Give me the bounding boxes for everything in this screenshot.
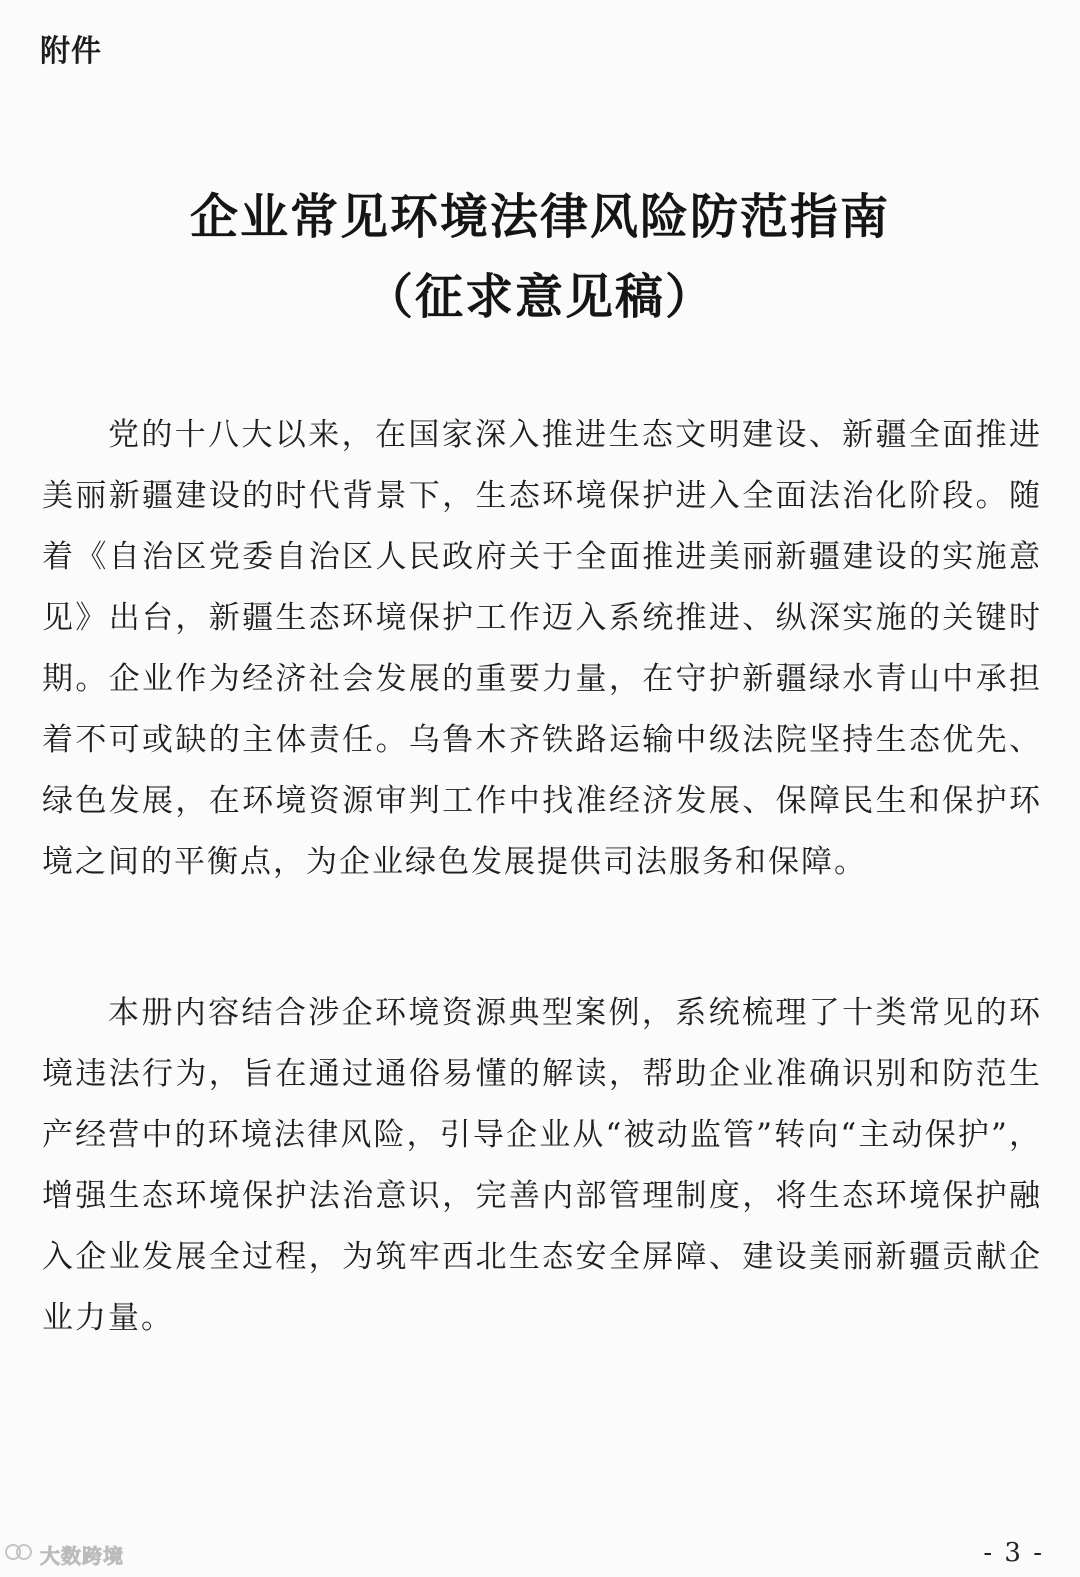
page-number: - 3 - (983, 1538, 1044, 1568)
watermark (4, 1538, 124, 1570)
document-subtitle: （征求意见稿） (364, 269, 715, 325)
body-paragraph-2: 本册内容结合涉企环境资源典型案例，系统梳理了十类常见的环境违法行为，旨在通过通俗易懂的解读，帮助企业准确识别和防范生产经营中的环境法律风险，引导企业从“被动监管”转向“主动保护”，增强生态环境保护法治意识，完善内部管理制度，将生态环境保护融入企业发展全过程，为筑牢西北生态安全屏障、建设美丽新疆贡献企业力量。 (42, 995, 1042, 1336)
brand-logo-icon (4, 1539, 34, 1570)
document-title: 企业常见环境法律风险防范指南 (189, 189, 890, 245)
watermark-text: 大数跨境 (40, 1543, 124, 1568)
attachment-label: 附件 (40, 34, 102, 69)
body-paragraph-1: 党的十八大以来，在国家深入推进生态文明建设、新疆全面推进美丽新疆建设的时代背景下，生态环境保护进入全面法治化阶段。随着《自治区党委自治区人民政府关于全面推进美丽新疆建设的实施意见》出台，新疆生态环境保护工作迈入系统推进、纵深实施的关键时期。企业作为经济社会发展的重要力量，在守护新疆绿水青山中承担着不可或缺的主体责任。乌鲁木齐铁路运输中级法院坚持生态优先、绿色发展，在环境资源审判工作中找准经济发展、保障民生和保护环境之间的平衡点，为企业绿色发展提供司法服务和保障。 (42, 417, 1042, 880)
